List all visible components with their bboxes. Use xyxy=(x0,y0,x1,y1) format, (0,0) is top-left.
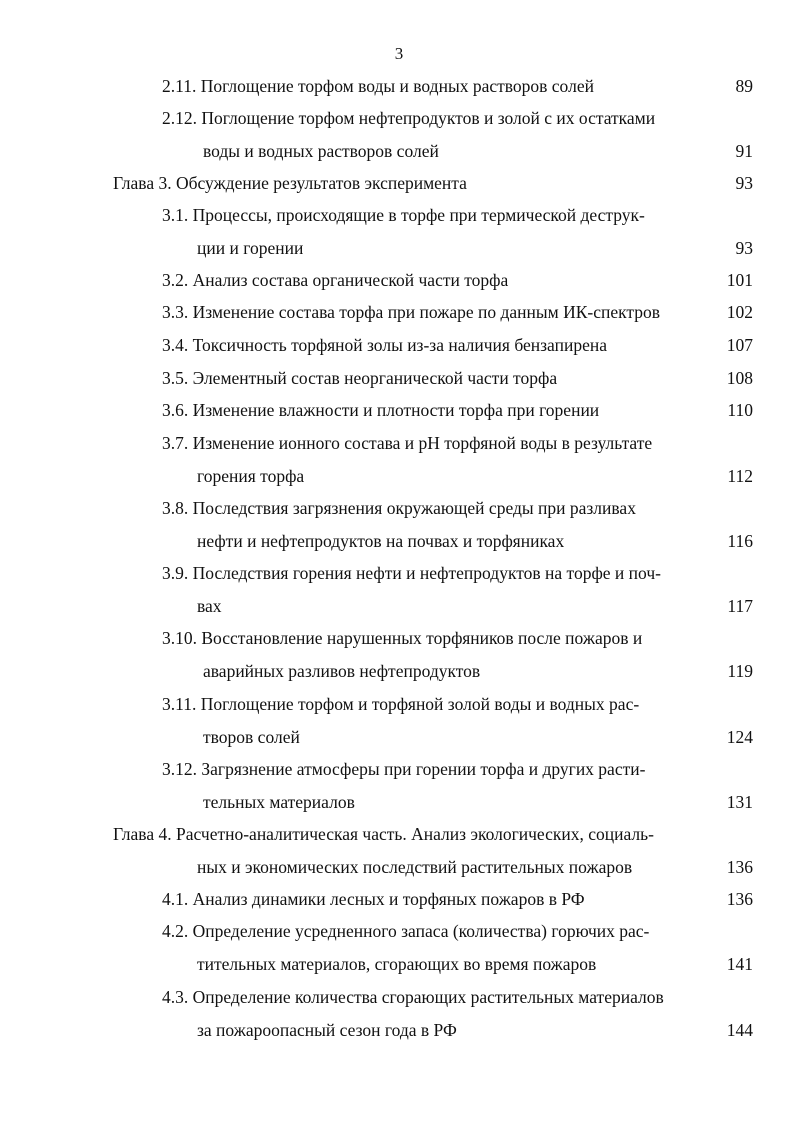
toc-entry-title: 3.8. Последствия загрязнения окружающей среды при разливах xyxy=(162,498,636,518)
toc-entry-page-number: 124 xyxy=(726,727,753,747)
toc-entry-page-number: 144 xyxy=(726,1020,753,1040)
toc-entry-page-number: 141 xyxy=(726,954,753,974)
toc-entry-title: 4.2. Определение усредненного запаса (количества) горючих рас- xyxy=(162,921,650,941)
toc-entry-title: 3.2. Анализ состава органической части торфа xyxy=(162,270,509,290)
toc-entry-title-continuation: горения торфа xyxy=(197,466,305,486)
toc-entry-title: 4.1. Анализ динамики лесных и торфяных пожаров в РФ xyxy=(162,889,585,909)
toc-entry-page-number: 102 xyxy=(726,302,753,322)
toc-entry-title: 3.11. Поглощение торфом и торфяной золой воды и водных рас- xyxy=(162,694,640,714)
toc-entry-page-number: 131 xyxy=(726,792,753,812)
toc-entry-title: 3.5. Элементный состав неорганической части торфа xyxy=(162,368,558,388)
toc-entry-page-number: 93 xyxy=(735,173,753,193)
toc-entry-title: Глава 3. Обсуждение результатов эксперимента xyxy=(113,173,467,193)
toc-entry-title-continuation: за пожароопасный сезон года в РФ xyxy=(197,1020,457,1040)
toc-entry-page-number: 107 xyxy=(726,335,753,355)
toc-entry-title-continuation: творов солей xyxy=(203,727,300,747)
toc-entry-page-number: 89 xyxy=(735,76,753,96)
toc-entry-page-number: 101 xyxy=(726,270,753,290)
toc-entry-title-continuation: тельных материалов xyxy=(203,792,355,812)
toc-entry-title: 3.4. Токсичность торфяной золы из-за наличия бензапирена xyxy=(162,335,607,355)
toc-entry-title-continuation: ных и экономических последствий растительных пожаров xyxy=(197,857,633,877)
toc-entry-title-continuation: аварийных разливов нефтепродуктов xyxy=(203,661,481,681)
toc-entry-page-number: 112 xyxy=(727,466,753,486)
toc-entry-page-number: 108 xyxy=(726,368,753,388)
toc-entry-page-number: 93 xyxy=(735,238,753,258)
toc-entry-title: 3.10. Восстановление нарушенных торфяников после пожаров и xyxy=(162,628,643,648)
toc-entry-title: 3.3. Изменение состава торфа при пожаре по данным ИК-спектров xyxy=(162,302,661,322)
toc-entry-title-continuation: вах xyxy=(197,596,222,616)
toc-entry-title: 3.7. Изменение ионного состава и pH торфяной воды в результате xyxy=(162,433,653,453)
toc-entry-page-number: 110 xyxy=(727,400,753,420)
toc-entry-title: 3.1. Процессы, происходящие в торфе при термической деструк- xyxy=(162,205,645,225)
toc-entry-title: 4.3. Определение количества сгорающих растительных материалов xyxy=(162,987,664,1007)
toc-entry-title: 2.11. Поглощение торфом воды и водных растворов солей xyxy=(162,76,594,96)
toc-entry-page-number: 136 xyxy=(726,857,753,877)
toc-entry-title-continuation: тительных материалов, сгорающих во время пожаров xyxy=(197,954,597,974)
toc-entry-title-continuation: воды и водных растворов солей xyxy=(203,141,439,161)
toc-entry-page-number: 91 xyxy=(735,141,753,161)
toc-entry-title: Глава 4. Расчетно-аналитическая часть. Анализ экологических, социаль- xyxy=(113,824,654,844)
toc-entry-page-number: 119 xyxy=(727,661,753,681)
toc-entry-title: 3.12. Загрязнение атмосферы при горении торфа и других расти- xyxy=(162,759,646,779)
toc-entry-page-number: 117 xyxy=(727,596,753,616)
toc-entry-title: 3.9. Последствия горения нефти и нефтепродуктов на торфе и поч- xyxy=(162,563,661,583)
toc-entry-title-continuation: ции и горении xyxy=(197,238,304,258)
toc-entry-page-number: 116 xyxy=(727,531,753,551)
page-number: 3 xyxy=(394,44,404,63)
toc-entry-title: 3.6. Изменение влажности и плотности торфа при горении xyxy=(162,400,600,420)
toc-entry-title: 2.12. Поглощение торфом нефтепродуктов и золой с их остатками xyxy=(162,108,656,128)
toc-entry-page-number: 136 xyxy=(726,889,753,909)
toc-entry-title-continuation: нефти и нефтепродуктов на почвах и торфяниках xyxy=(197,531,565,551)
